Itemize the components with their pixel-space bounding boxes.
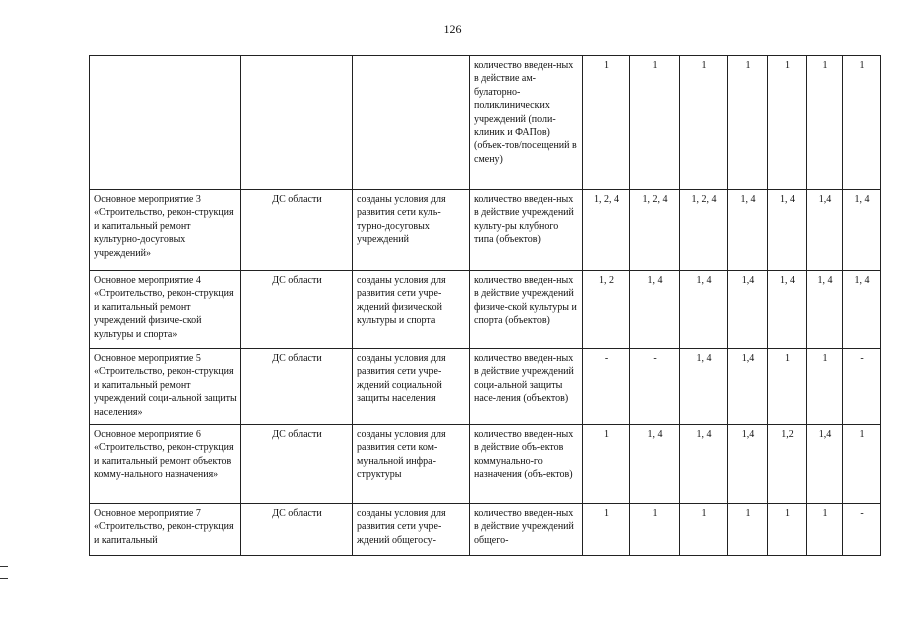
responsible-cell (241, 56, 353, 190)
table-row (90, 504, 881, 556)
value-cell: 1 (630, 56, 680, 190)
table-row (90, 190, 881, 271)
value-cell: 1, 2 (583, 271, 630, 349)
result-cell (353, 56, 470, 190)
value-cell: 1, 4 (768, 271, 807, 349)
table-row (90, 349, 881, 425)
result-cell: созданы условия для развития сети ком-мунальной инфра-структуры (353, 425, 470, 504)
value-cell: 1 (807, 504, 843, 556)
responsible-cell: ДС области (241, 271, 353, 349)
indicator-cell: количество введен-ных в действие объ-ектов коммунально-го назначения (объ-ектов) (470, 425, 583, 504)
responsible-cell: ДС области (241, 504, 353, 556)
value-cell: 1 (583, 56, 630, 190)
value-cell: 1 (768, 504, 807, 556)
value-cell: 1, 4 (680, 349, 728, 425)
activity-cell: Основное мероприятие 6 «Строительство, рекон-струкция и капитальный ремонт объектов комму-нального назначения» (90, 425, 241, 504)
value-cell: 1, 4 (680, 271, 728, 349)
margin-mark (0, 566, 8, 567)
value-cell: 1 (583, 425, 630, 504)
table-row (90, 56, 881, 190)
value-cell: 1 (843, 425, 881, 504)
activity-cell: Основное мероприятие 3 «Строительство, рекон-струкция и капитальный ремонт культурно-досуговых учреждений» (90, 190, 241, 271)
activity-cell: Основное мероприятие 4 «Строительство, рекон-струкция и капитальный ремонт учреждений физиче-ской культуры и спорта» (90, 271, 241, 349)
value-cell: 1,4 (807, 190, 843, 271)
indicator-cell: количество введен-ных в действие ам-булаторно-поликлинических учреждений (поли-клиник и ФАПов) (объек-тов/посещений в смену) (470, 56, 583, 190)
value-cell: 1, 4 (843, 190, 881, 271)
activity-cell: Основное мероприятие 5 «Строительство, рекон-струкция и капитальный ремонт учреждений соци-альной защиты населения» (90, 349, 241, 425)
value-cell: 1, 4 (728, 190, 768, 271)
value-cell: 1, 4 (630, 271, 680, 349)
value-cell: 1, 2, 4 (630, 190, 680, 271)
indicator-cell: количество введен-ных в действие учреждений общего- (470, 504, 583, 556)
result-cell: созданы условия для развития сети учре-ждений общегосу- (353, 504, 470, 556)
value-cell: 1 (630, 504, 680, 556)
value-cell: 1,4 (807, 425, 843, 504)
result-cell: созданы условия для развития сети учре-ждений социальной защиты населения (353, 349, 470, 425)
activity-cell (90, 56, 241, 190)
indicator-cell: количество введен-ных в действие учреждений соци-альной защиты насе-ления (объектов) (470, 349, 583, 425)
value-cell: 1 (728, 56, 768, 190)
value-cell: 1 (768, 349, 807, 425)
value-cell: - (583, 349, 630, 425)
value-cell: 1, 4 (630, 425, 680, 504)
value-cell: 1, 2, 4 (680, 190, 728, 271)
indicator-cell: количество введен-ных в действие учреждений культу-ры клубного типа (объектов) (470, 190, 583, 271)
value-cell: 1, 2, 4 (583, 190, 630, 271)
value-cell: 1,4 (728, 425, 768, 504)
result-cell: созданы условия для развития сети куль-турно-досуговых учреждений (353, 190, 470, 271)
result-cell: созданы условия для развития сети учре-ждений физической культуры и спорта (353, 271, 470, 349)
margin-mark (0, 578, 8, 579)
activity-cell: Основное мероприятие 7 «Строительство, рекон-струкция и капитальный (90, 504, 241, 556)
value-cell: 1 (843, 56, 881, 190)
value-cell: 1, 4 (768, 190, 807, 271)
value-cell: 1,4 (728, 271, 768, 349)
table-row (90, 425, 881, 504)
responsible-cell: ДС области (241, 190, 353, 271)
value-cell: 1, 4 (843, 271, 881, 349)
value-cell: 1 (583, 504, 630, 556)
value-cell: 1 (680, 56, 728, 190)
value-cell: 1,4 (728, 349, 768, 425)
value-cell: 1 (807, 349, 843, 425)
page-number: 126 (443, 22, 462, 36)
value-cell: 1 (768, 56, 807, 190)
value-cell: 1 (680, 504, 728, 556)
value-cell: - (630, 349, 680, 425)
value-cell: 1,2 (768, 425, 807, 504)
value-cell: 1, 4 (807, 271, 843, 349)
value-cell: 1 (807, 56, 843, 190)
value-cell: 1 (728, 504, 768, 556)
measures-table (89, 55, 881, 556)
value-cell: 1, 4 (680, 425, 728, 504)
value-cell: - (843, 504, 881, 556)
table-row (90, 271, 881, 349)
responsible-cell: ДС области (241, 425, 353, 504)
value-cell: - (843, 349, 881, 425)
responsible-cell: ДС области (241, 349, 353, 425)
indicator-cell: количество введен-ных в действие учреждений физиче-ской культуры и спорта (объектов) (470, 271, 583, 349)
